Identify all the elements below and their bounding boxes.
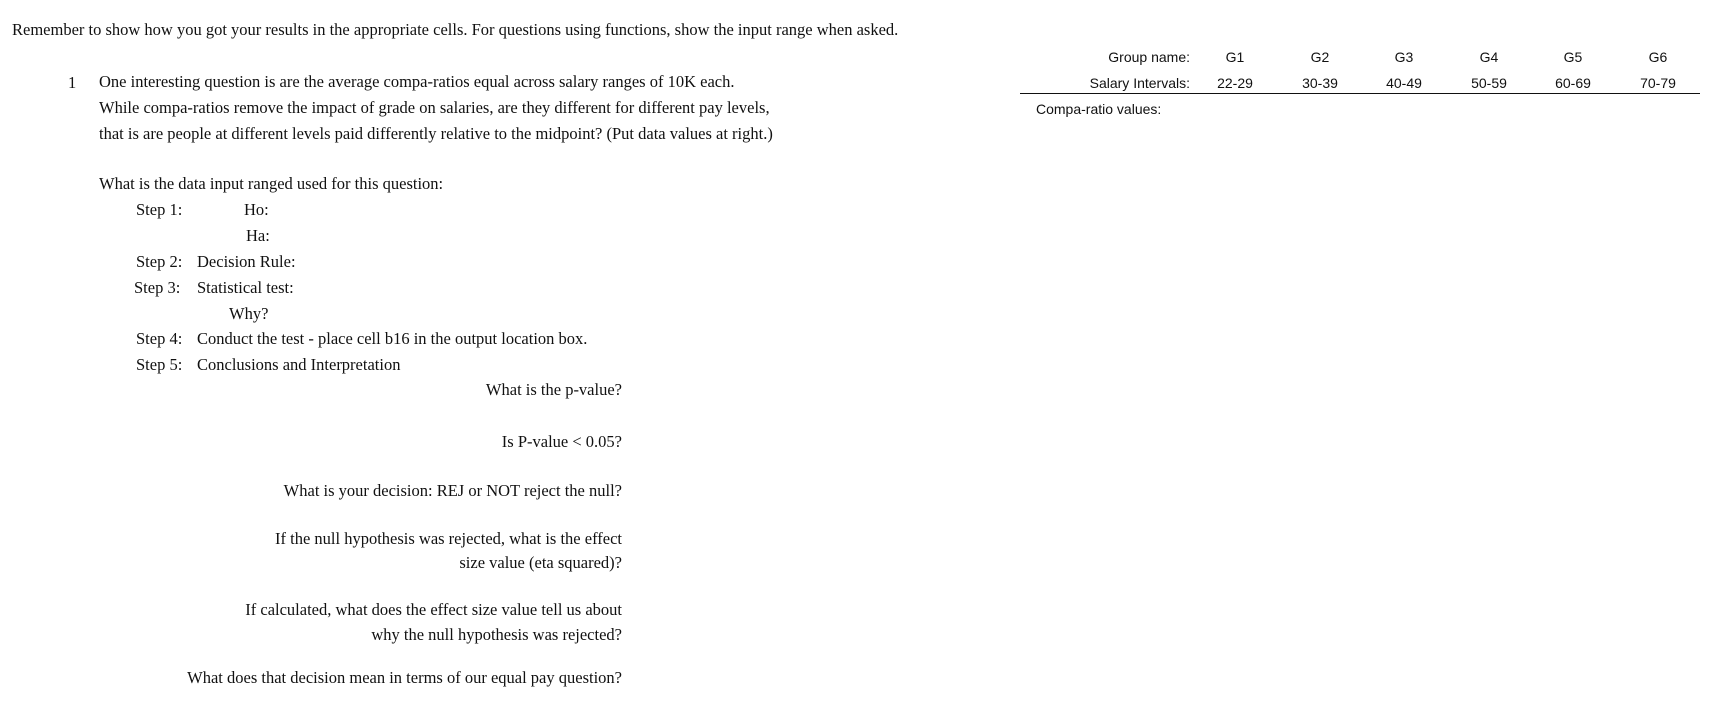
interval-g1: 22-29	[1217, 75, 1253, 91]
step5-text: Conclusions and Interpretation	[197, 355, 401, 374]
why-label: Why?	[229, 304, 269, 323]
compa-ratio-table	[1000, 46, 1700, 126]
instructions-text: Remember to show how you got your results in the appropriate cells. For questions using functions, show the input range when asked.	[12, 20, 899, 39]
step3-label: Step 3:	[134, 278, 181, 297]
ho-label: Ho:	[244, 200, 269, 219]
step3-text: Statistical test:	[197, 278, 294, 297]
p-value-question: What is the p-value?	[485, 380, 622, 399]
group-header-g5: G5	[1563, 49, 1583, 65]
interval-g4: 50-59	[1471, 75, 1507, 91]
interval-g3: 40-49	[1386, 75, 1422, 91]
data-input-prompt: What is the data input ranged used for this question:	[99, 174, 444, 193]
effect-question-line1: If the null hypothesis was rejected, what is the effect	[275, 529, 622, 548]
group-header-g2: G2	[1310, 49, 1330, 65]
step5-label: Step 5:	[136, 355, 183, 374]
question-line-2: While compa-ratios remove the impact of grade on salaries, are they different for different pay levels,	[99, 98, 770, 117]
step4-label: Step 4:	[136, 329, 183, 348]
meaning-question-line1: If calculated, what does the effect size value tell us about	[245, 600, 622, 619]
group-header-g4: G4	[1479, 49, 1499, 65]
compa-ratio-label: Compa-ratio values:	[1036, 101, 1162, 117]
salary-intervals-label: Salary Intervals:	[1089, 75, 1190, 91]
interval-g6: 70-79	[1640, 75, 1676, 91]
step2-label: Step 2:	[136, 252, 183, 271]
step4-text: Conduct the test - place cell b16 in the output location box.	[197, 329, 588, 348]
interval-g5: 60-69	[1555, 75, 1591, 91]
meaning-question-line2: why the null hypothesis was rejected?	[371, 625, 622, 644]
group-header-g6: G6	[1648, 49, 1668, 65]
question-line-1: One interesting question is are the average compa-ratios equal across salary ranges of 10K each.	[99, 72, 735, 91]
header-underline	[1020, 93, 1700, 94]
equal-pay-question: What does that decision mean in terms of our equal pay question?	[187, 668, 622, 687]
interval-g2: 30-39	[1302, 75, 1338, 91]
decision-question: What is your decision: REJ or NOT reject the null?	[283, 481, 622, 500]
question-number: 1	[68, 73, 77, 92]
step1-label: Step 1:	[136, 200, 183, 219]
step2-text: Decision Rule:	[197, 252, 296, 271]
p-less-question: Is P-value < 0.05?	[501, 432, 622, 451]
group-header-g3: G3	[1394, 49, 1414, 65]
question-line-3: that is are people at different levels paid differently relative to the midpoint? (Put data values at right.)	[99, 124, 773, 143]
group-header-g1: G1	[1225, 49, 1245, 65]
ha-label: Ha:	[246, 226, 270, 245]
group-name-label: Group name:	[1108, 49, 1190, 65]
effect-question-line2: size value (eta squared)?	[459, 553, 622, 572]
